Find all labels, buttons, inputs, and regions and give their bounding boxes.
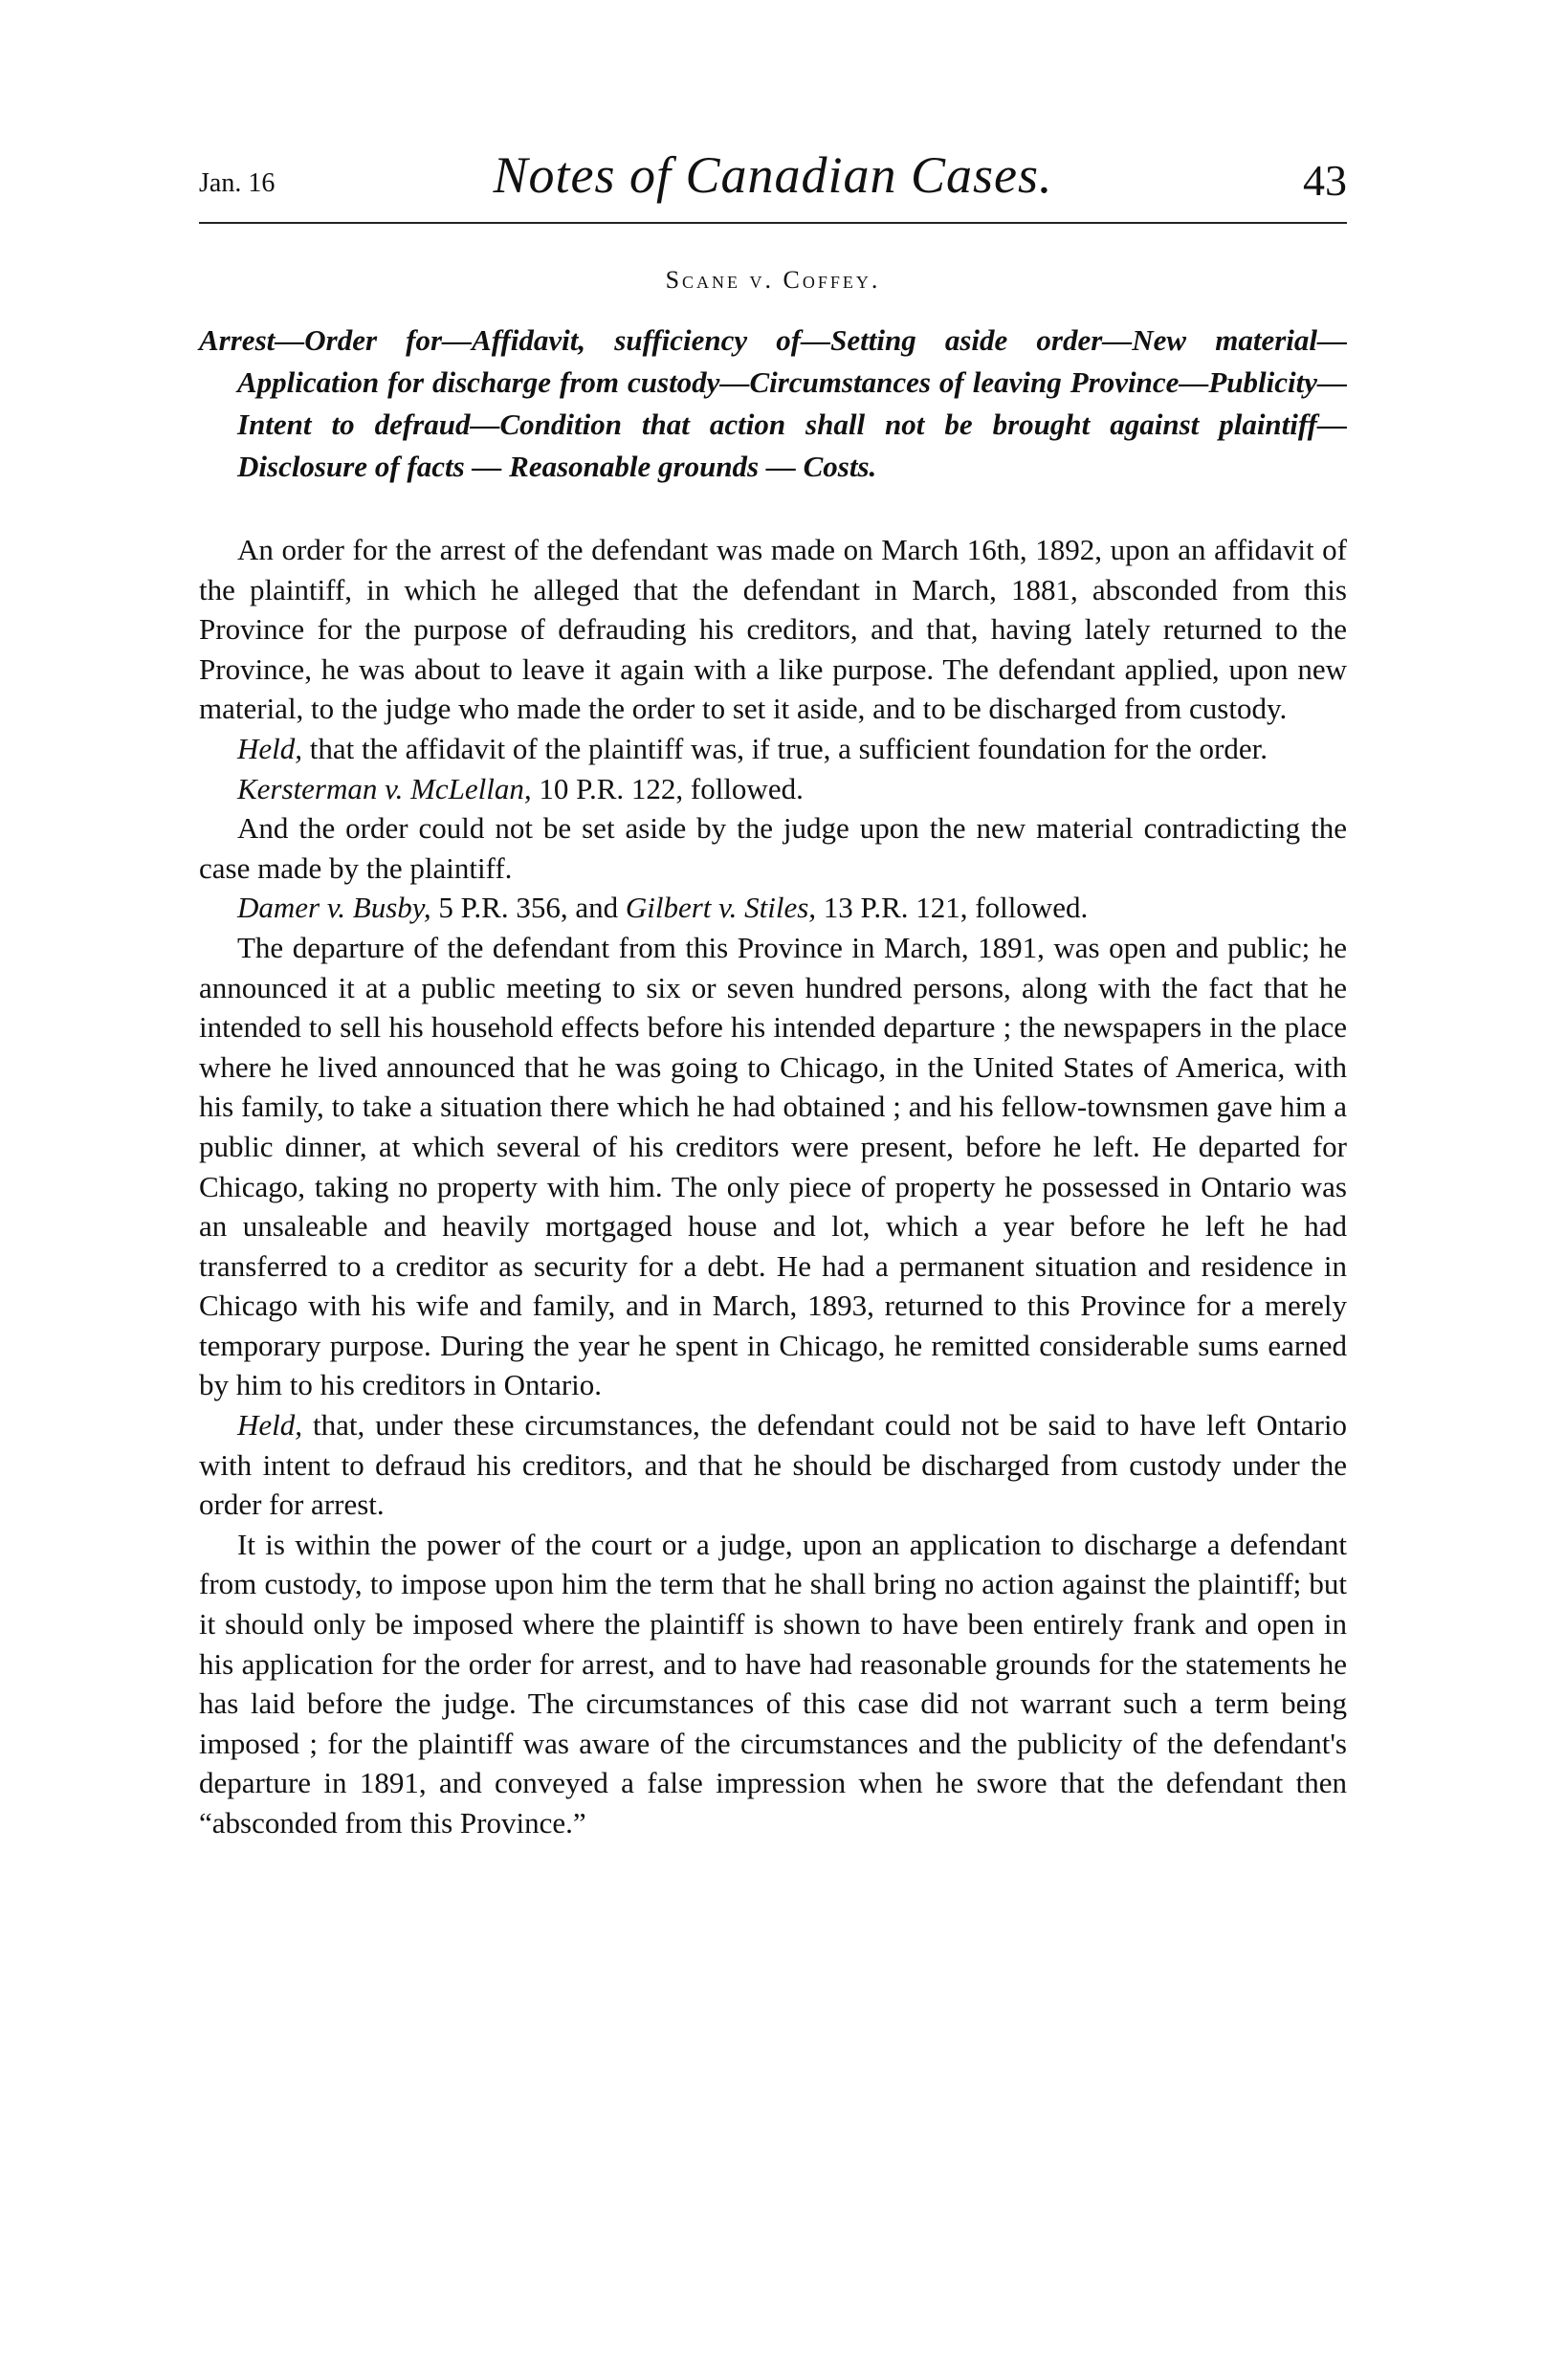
citation-text: 5 P.R. 356, and bbox=[430, 891, 626, 925]
page-number: 43 bbox=[1303, 156, 1347, 205]
held-text: that the affidavit of the plaintiff was, if true, a sufficient foundation for the order. bbox=[302, 731, 1268, 765]
citation-text: 10 P.R. 122, followed. bbox=[531, 771, 804, 805]
paragraph-citation-kersterman bbox=[199, 769, 1347, 809]
held-label: Held, bbox=[237, 1408, 303, 1443]
held-label: Held, bbox=[237, 731, 303, 765]
case-headnote: Arrest—Order for—Affidavit, sufficiency of—Setting aside order—New material—Application for discharge from custody—Circumstances of leaving Province—Publicity—Intent to defraud—Condition that action shall not be brought against plaintiff—Disclosure of facts — Reasonable grounds — Costs. bbox=[199, 323, 1347, 483]
paragraph-costs-term: It is within the power of the court or a judge, upon an application to discharge a defendant from custody, to impose upon him the term that he shall bring no action against the plaintiff; but it should only be imposed where the plaintiff is shown to have been entirely frank and open in his application for the order for arrest, and to have had reasonable grounds for the statements he has laid before the judge. The circumstances of this case did not warrant such a term being imposed ; for the plaintiff was aware of the circumstances and the publicity of the defendant's departure in 1891, and conveyed a false impression when he swore that the defendant then “absconded from this Province.” bbox=[199, 1527, 1347, 1840]
header-date: Jan. 16 bbox=[199, 168, 276, 198]
held-text: that, under these circumstances, the defendant could not be said to have left Ontario with intent to defraud his creditors, and that he should be discharged from custody under the order for arrest. bbox=[199, 1408, 1347, 1522]
running-title: Notes of Canadian Cases. bbox=[493, 146, 1053, 204]
running-head bbox=[199, 143, 1347, 205]
paragraph-facts: An order for the arrest of the defendant was made on March 16th, 1892, upon an affidavit of the plaintiff, in which he alleged that the defendant in March, 1881, absconded from this Province for the purpose of defrauding his creditors, and that, having lately returned to the Province, he was about to leave it again with a like purpose. The defendant applied, upon new material, to the judge who made the order to set it aside, and to be discharged from custody. bbox=[199, 533, 1347, 726]
document-page bbox=[199, 143, 1347, 1843]
paragraph-held-discharge bbox=[199, 1405, 1347, 1525]
case-citation-name: Kersterman v. McLellan, bbox=[237, 771, 532, 805]
case-citation-name: Damer v. Busby, bbox=[237, 891, 431, 925]
paragraph-departure: The departure of the defendant from this Province in March, 1891, was open and public; he announced it at a public meeting to six or seven hundred persons, along with the fact that he intended to sell his household effects before his intended departure ; the newspapers in the place where he lived announced that he was going to Chicago, in the United States of America, with his family, to take a situation there which he had obtained ; and his fellow-townsmen gave him a public dinner, at which several of his creditors were present, before he left. He departed for Chicago, taking no property with him. The only piece of property he possessed in Ontario was an unsaleable and heavily mortgaged house and lot, which a year before he left he had transferred to a creditor as security for a debt. He had a permanent situation and residence in Chicago with his wife and family, and in March, 1893, returned to this Province for a merely temporary purpose. During the year he spent in Chicago, he remitted considerable sums earned by him to his creditors in Ontario. bbox=[199, 930, 1347, 1402]
paragraph-held-affidavit bbox=[199, 729, 1347, 769]
case-citation-name: Gilbert v. Stiles, bbox=[625, 891, 817, 925]
header-rule bbox=[199, 222, 1347, 224]
paragraph-new-material: And the order could not be set aside by the judge upon the new material contradicting the case made by the plaintiff. bbox=[199, 811, 1347, 885]
citation-text: 13 P.R. 121, followed. bbox=[816, 891, 1089, 925]
case-title: Scane v. Coffey. bbox=[665, 266, 881, 294]
paragraph-citation-damer-gilbert bbox=[199, 888, 1347, 928]
